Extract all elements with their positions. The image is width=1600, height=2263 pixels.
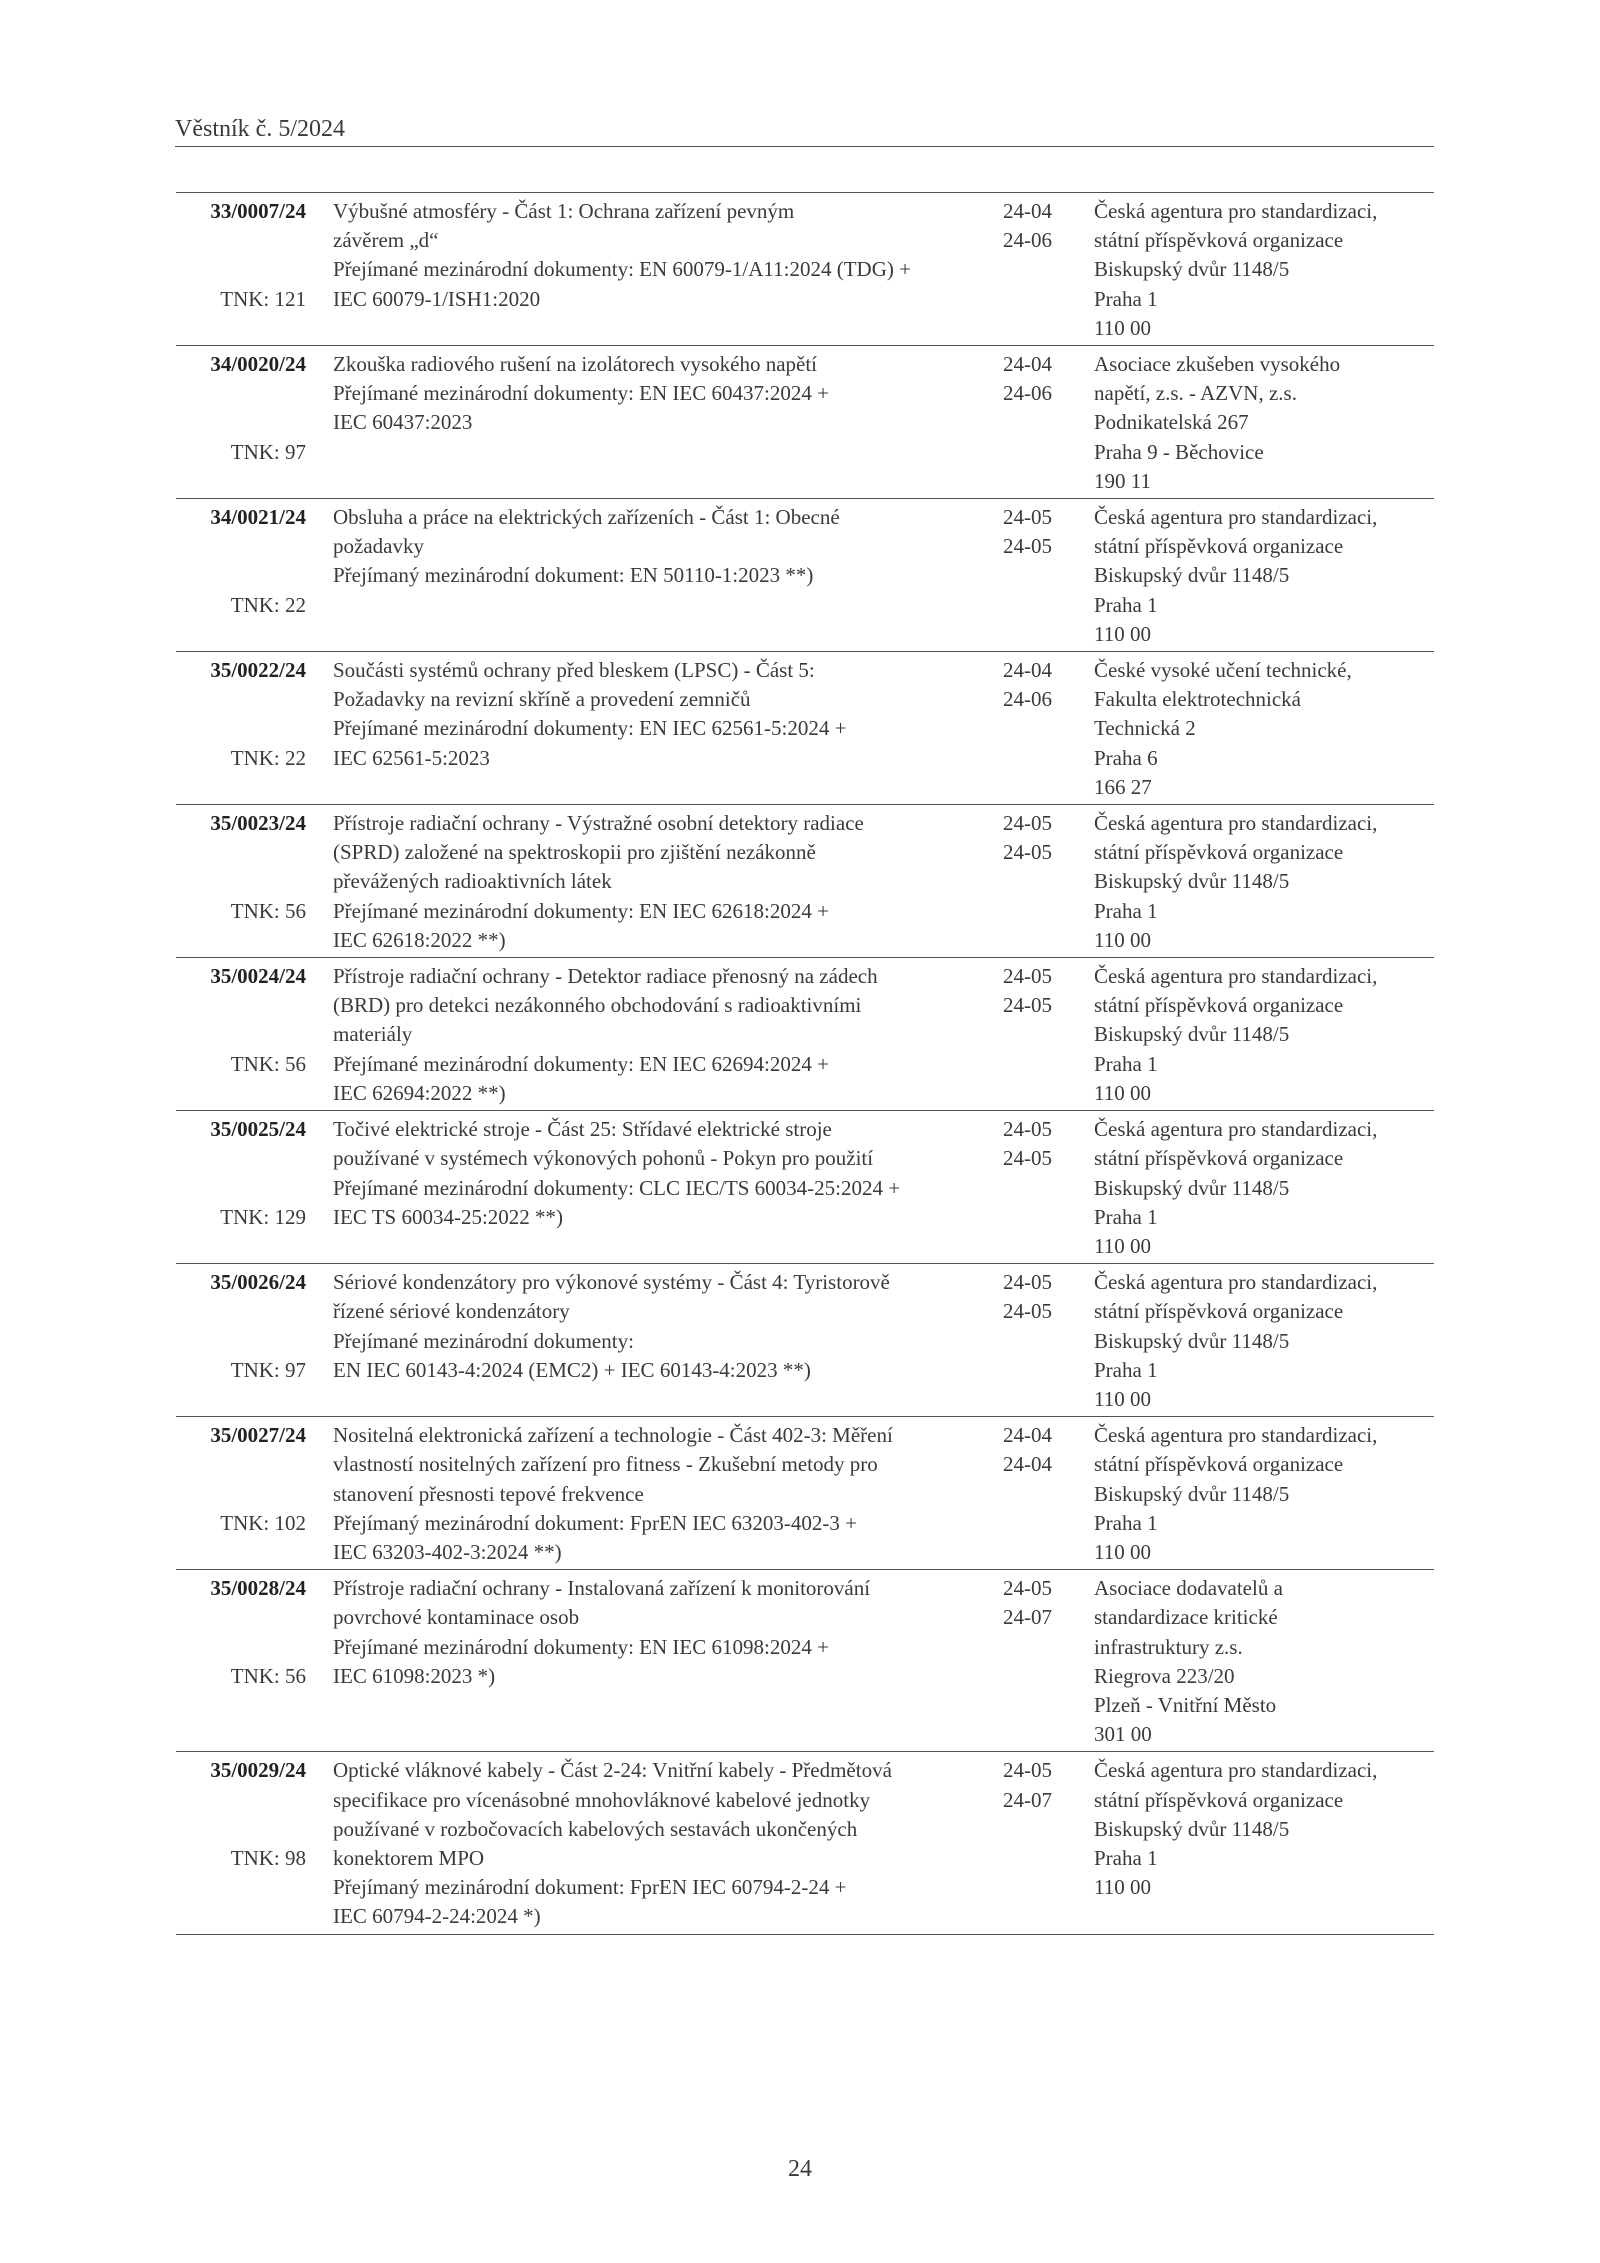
title-line: (SPRD) založené na spektroskopii pro zjištění nezákonně xyxy=(333,840,816,865)
standard-number: 35/0024/24 xyxy=(210,964,306,989)
title-line: Přejímané mezinárodní dokumenty: EN IEC 62618:2024 + xyxy=(333,898,829,923)
table-row xyxy=(176,651,1434,804)
table-row xyxy=(176,804,1434,957)
title-line: povrchové kontaminace osob xyxy=(333,1605,580,1630)
title-line: IEC 62618:2022 **) xyxy=(333,927,506,952)
dates-cell xyxy=(995,1574,1090,1749)
organization-line: 110 00 xyxy=(1094,1875,1151,1900)
title-line: Přejímané mezinárodní dokumenty: EN IEC 61098:2024 + xyxy=(333,1634,829,1659)
number-cell xyxy=(176,197,306,343)
title-line: Přejímané mezinárodní dokumenty: CLC IEC/TS 60034-25:2024 + xyxy=(333,1175,901,1200)
organization-line: Podnikatelská 267 xyxy=(1094,410,1249,435)
title-line: závěrem „d“ xyxy=(333,228,439,253)
dates-cell xyxy=(995,1268,1090,1414)
standard-number: 35/0029/24 xyxy=(210,1758,306,1783)
organization-line: Česká agentura pro standardizaci, xyxy=(1094,1117,1378,1142)
number-cell xyxy=(176,503,306,649)
title-cell xyxy=(306,1115,995,1261)
date-value: 24-05 xyxy=(1003,1576,1052,1601)
title-line: IEC 60437:2023 xyxy=(333,410,473,435)
standard-number: 35/0028/24 xyxy=(210,1576,306,1601)
organization-line: 166 27 xyxy=(1094,774,1152,799)
dates-cell xyxy=(995,1421,1090,1567)
organization-cell xyxy=(1090,1421,1434,1567)
title-line: IEC TS 60034-25:2022 **) xyxy=(333,1204,564,1229)
title-line: Přejímaný mezinárodní dokument: FprEN IEC 63203-402-3 + xyxy=(333,1510,857,1535)
number-cell xyxy=(176,350,306,496)
date-value: 24-05 xyxy=(1003,505,1052,530)
organization-line: státní příspěvková organizace xyxy=(1094,1299,1344,1324)
tnk-label: TNK: 56 xyxy=(230,1663,306,1688)
date-value: 24-05 xyxy=(1003,1758,1052,1783)
organization-line: Biskupský dvůr 1148/5 xyxy=(1094,869,1290,894)
table-row xyxy=(176,1751,1434,1933)
organization-cell xyxy=(1090,962,1434,1108)
date-value: 24-05 xyxy=(1003,993,1052,1018)
organization-line: Česká agentura pro standardizaci, xyxy=(1094,1270,1378,1295)
organization-line: Praha 1 xyxy=(1094,898,1158,923)
title-line: Optické vláknové kabely - Část 2-24: Vnitřní kabely - Předmětová xyxy=(333,1758,892,1783)
title-line: Přístroje radiační ochrany - Výstražné osobní detektory radiace xyxy=(333,811,864,836)
title-line: Přejímané mezinárodní dokumenty: EN 60079-1/A11:2024 (TDG) + xyxy=(333,257,911,282)
number-cell xyxy=(176,809,306,955)
organization-line: 190 11 xyxy=(1094,468,1151,493)
date-value: 24-04 xyxy=(1003,658,1052,683)
tnk-label: TNK: 22 xyxy=(230,745,306,770)
title-line: IEC 60079-1/ISH1:2020 xyxy=(333,286,541,311)
organization-cell xyxy=(1090,1268,1434,1414)
organization-line: Česká agentura pro standardizaci, xyxy=(1094,964,1378,989)
title-line: Přejímaný mezinárodní dokument: EN 50110-1:2023 **) xyxy=(333,563,814,588)
title-cell xyxy=(306,809,995,955)
title-line: Požadavky na revizní skříně a provedení zemničů xyxy=(333,687,751,712)
organization-line: Česká agentura pro standardizaci, xyxy=(1094,199,1378,223)
organization-line: státní příspěvková organizace xyxy=(1094,993,1344,1018)
title-line: Přístroje radiační ochrany - Detektor radiace přenosný na zádech xyxy=(333,964,878,989)
organization-line: 110 00 xyxy=(1094,1386,1151,1411)
organization-line: Biskupský dvůr 1148/5 xyxy=(1094,1328,1290,1353)
title-cell xyxy=(306,350,995,496)
tnk-label: TNK: 56 xyxy=(230,898,306,923)
date-value: 24-05 xyxy=(1003,811,1052,836)
date-value: 24-04 xyxy=(1003,352,1052,377)
title-line: IEC 62694:2022 **) xyxy=(333,1080,506,1105)
organization-line: Praha 9 - Běchovice xyxy=(1094,439,1264,464)
dates-cell xyxy=(995,809,1090,955)
organization-line: Česká agentura pro standardizaci, xyxy=(1094,811,1378,836)
tnk-label: TNK: 121 xyxy=(220,286,306,311)
title-line: Přejímané mezinárodní dokumenty: EN IEC 62694:2024 + xyxy=(333,1051,829,1076)
table-row xyxy=(176,498,1434,651)
title-line: Součásti systémů ochrany před bleskem (LPSC) - Část 5: xyxy=(333,658,815,683)
organization-line: Biskupský dvůr 1148/5 xyxy=(1094,563,1290,588)
title-cell xyxy=(306,656,995,802)
title-line: vlastností nositelných zařízení pro fitness - Zkušební metody pro xyxy=(333,1452,878,1477)
organization-line: Fakulta elektrotechnická xyxy=(1094,687,1301,712)
title-line: Nositelná elektronická zařízení a technologie - Část 402-3: Měření xyxy=(333,1423,893,1448)
title-line: Přejímané mezinárodní dokumenty: EN IEC 62561-5:2024 + xyxy=(333,716,847,741)
organization-line: napětí, z.s. - AZVN, z.s. xyxy=(1094,381,1297,406)
organization-line: Biskupský dvůr 1148/5 xyxy=(1094,1175,1290,1200)
title-line: IEC 63203-402-3:2024 **) xyxy=(333,1539,562,1564)
title-line: IEC 60794-2-24:2024 *) xyxy=(333,1904,541,1929)
title-line: Sériové kondenzátory pro výkonové systémy - Část 4: Tyristorově xyxy=(333,1270,890,1295)
date-value: 24-06 xyxy=(1003,687,1052,712)
organization-cell xyxy=(1090,1115,1434,1261)
standard-number: 35/0025/24 xyxy=(210,1117,306,1142)
organization-line: Praha 1 xyxy=(1094,1204,1158,1229)
organization-line: Technická 2 xyxy=(1094,716,1196,741)
date-value: 24-05 xyxy=(1003,1146,1052,1171)
title-cell xyxy=(306,962,995,1108)
organization-line: České vysoké učení technické, xyxy=(1094,658,1352,683)
organization-line: Praha 6 xyxy=(1094,745,1158,770)
organization-line: Biskupský dvůr 1148/5 xyxy=(1094,1481,1290,1506)
standard-number: 35/0022/24 xyxy=(210,658,306,683)
title-cell xyxy=(306,1421,995,1567)
date-value: 24-07 xyxy=(1003,1605,1052,1630)
organization-line: Praha 1 xyxy=(1094,1051,1158,1076)
page-header: Věstník č. 5/2024 xyxy=(175,112,1434,147)
title-line: EN IEC 60143-4:2024 (EMC2) + IEC 60143-4:2023 **) xyxy=(333,1357,811,1382)
table-row xyxy=(176,1263,1434,1416)
organization-line: Biskupský dvůr 1148/5 xyxy=(1094,1816,1290,1841)
title-line: stanovení přesnosti tepové frekvence xyxy=(333,1481,644,1506)
dates-cell xyxy=(995,962,1090,1108)
organization-line: Biskupský dvůr 1148/5 xyxy=(1094,1022,1290,1047)
organization-line: státní příspěvková organizace xyxy=(1094,1787,1344,1812)
organization-line: 110 00 xyxy=(1094,927,1151,952)
organization-line: Asociace zkušeben vysokého xyxy=(1094,352,1341,377)
date-value: 24-05 xyxy=(1003,1270,1052,1295)
number-cell xyxy=(176,656,306,802)
title-line: konektorem MPO xyxy=(333,1845,485,1870)
organization-line: Plzeň - Vnitřní Město xyxy=(1094,1692,1277,1717)
dates-cell xyxy=(995,1756,1090,1931)
number-cell xyxy=(176,962,306,1108)
date-value: 24-07 xyxy=(1003,1787,1052,1812)
title-cell xyxy=(306,197,995,343)
date-value: 24-04 xyxy=(1003,1423,1052,1448)
title-line: Výbušné atmosféry - Část 1: Ochrana zařízení pevným xyxy=(333,199,795,223)
standard-number: 35/0026/24 xyxy=(210,1270,306,1295)
organization-line: 110 00 xyxy=(1094,1233,1151,1258)
standard-number: 33/0007/24 xyxy=(210,199,306,223)
number-cell xyxy=(176,1268,306,1414)
organization-line: Praha 1 xyxy=(1094,1357,1158,1382)
title-line: specifikace pro vícenásobné mnohovláknové kabelové jednotky xyxy=(333,1787,871,1812)
table-row xyxy=(176,345,1434,498)
title-cell xyxy=(306,1756,995,1931)
dates-cell xyxy=(995,656,1090,802)
organization-line: infrastruktury z.s. xyxy=(1094,1634,1243,1659)
title-line: Přejímané mezinárodní dokumenty: xyxy=(333,1328,634,1353)
organization-line: Česká agentura pro standardizaci, xyxy=(1094,1758,1378,1783)
organization-cell xyxy=(1090,1574,1434,1749)
table-row xyxy=(176,1416,1434,1569)
title-line: používané v rozbočovacích kabelových sestavách ukončených xyxy=(333,1816,858,1841)
tnk-label: TNK: 129 xyxy=(220,1204,306,1229)
title-line: IEC 61098:2023 *) xyxy=(333,1663,496,1688)
dates-cell xyxy=(995,1115,1090,1261)
organization-line: státní příspěvková organizace xyxy=(1094,1146,1344,1171)
title-line: IEC 62561-5:2023 xyxy=(333,745,490,770)
organization-line: Česká agentura pro standardizaci, xyxy=(1094,505,1378,530)
title-cell xyxy=(306,503,995,649)
title-line: Přejímané mezinárodní dokumenty: EN IEC 60437:2024 + xyxy=(333,381,829,406)
organization-line: 110 00 xyxy=(1094,1539,1151,1564)
table-row xyxy=(176,193,1434,345)
standard-number: 35/0027/24 xyxy=(210,1423,306,1448)
title-line: řízené sériové kondenzátory xyxy=(333,1299,570,1324)
organization-cell xyxy=(1090,1756,1434,1931)
date-value: 24-06 xyxy=(1003,228,1052,253)
organization-line: státní příspěvková organizace xyxy=(1094,1452,1344,1477)
organization-line: standardizace kritické xyxy=(1094,1605,1278,1630)
tnk-label: TNK: 98 xyxy=(230,1845,306,1870)
date-value: 24-05 xyxy=(1003,1299,1052,1324)
organization-cell xyxy=(1090,350,1434,496)
standard-number: 34/0020/24 xyxy=(210,352,306,377)
title-line: (BRD) pro detekci nezákonného obchodování s radioaktivními xyxy=(333,993,862,1018)
title-line: Točivé elektrické stroje - Část 25: Střídavé elektrické stroje xyxy=(333,1117,832,1142)
organization-line: Praha 1 xyxy=(1094,286,1158,311)
organization-line: 110 00 xyxy=(1094,1080,1151,1105)
dates-cell xyxy=(995,197,1090,343)
organization-line: Biskupský dvůr 1148/5 xyxy=(1094,257,1290,282)
title-line: Obsluha a práce na elektrických zařízeních - Část 1: Obecné xyxy=(333,505,840,530)
tnk-label: TNK: 97 xyxy=(230,1357,306,1382)
number-cell xyxy=(176,1115,306,1261)
organization-cell xyxy=(1090,656,1434,802)
organization-line: Praha 1 xyxy=(1094,592,1158,617)
title-line: Zkouška radiového rušení na izolátorech vysokého napětí xyxy=(333,352,818,377)
title-cell xyxy=(306,1268,995,1414)
date-value: 24-04 xyxy=(1003,1452,1052,1477)
organization-line: státní příspěvková organizace xyxy=(1094,534,1344,559)
standards-table xyxy=(176,192,1434,1935)
organization-line: Asociace dodavatelů a xyxy=(1094,1576,1283,1601)
date-value: 24-05 xyxy=(1003,1117,1052,1142)
organization-line: 110 00 xyxy=(1094,315,1151,340)
organization-line: státní příspěvková organizace xyxy=(1094,228,1344,253)
organization-cell xyxy=(1090,503,1434,649)
tnk-label: TNK: 22 xyxy=(230,592,306,617)
organization-line: Riegrova 223/20 xyxy=(1094,1663,1235,1688)
title-line: požadavky xyxy=(333,534,424,559)
tnk-label: TNK: 97 xyxy=(230,439,306,464)
standard-number: 34/0021/24 xyxy=(210,505,306,530)
tnk-label: TNK: 56 xyxy=(230,1051,306,1076)
table-row xyxy=(176,1569,1434,1751)
title-line: materiály xyxy=(333,1022,413,1047)
organization-line: Praha 1 xyxy=(1094,1510,1158,1535)
page-number: 24 xyxy=(788,2156,812,2182)
organization-line: 301 00 xyxy=(1094,1722,1152,1747)
number-cell xyxy=(176,1574,306,1749)
date-value: 24-04 xyxy=(1003,199,1052,223)
date-value: 24-06 xyxy=(1003,381,1052,406)
organization-line: Česká agentura pro standardizaci, xyxy=(1094,1423,1378,1448)
tnk-label: TNK: 102 xyxy=(220,1510,306,1535)
organization-line: Praha 1 xyxy=(1094,1845,1158,1870)
title-line: Přístroje radiační ochrany - Instalovaná zařízení k monitorování xyxy=(333,1576,871,1601)
standard-number: 35/0023/24 xyxy=(210,811,306,836)
date-value: 24-05 xyxy=(1003,840,1052,865)
dates-cell xyxy=(995,350,1090,496)
title-line: používané v systémech výkonových pohonů - Pokyn pro použití xyxy=(333,1146,874,1171)
organization-line: 110 00 xyxy=(1094,621,1151,646)
date-value: 24-05 xyxy=(1003,534,1052,559)
dates-cell xyxy=(995,503,1090,649)
number-cell xyxy=(176,1421,306,1567)
organization-line: státní příspěvková organizace xyxy=(1094,840,1344,865)
table-row xyxy=(176,957,1434,1110)
date-value: 24-05 xyxy=(1003,964,1052,989)
table-row xyxy=(176,1110,1434,1263)
title-line: převážených radioaktivních látek xyxy=(333,869,612,894)
organization-cell xyxy=(1090,809,1434,955)
number-cell xyxy=(176,1756,306,1931)
title-cell xyxy=(306,1574,995,1749)
organization-cell xyxy=(1090,197,1434,343)
title-line: Přejímaný mezinárodní dokument: FprEN IEC 60794-2-24 + xyxy=(333,1875,847,1900)
